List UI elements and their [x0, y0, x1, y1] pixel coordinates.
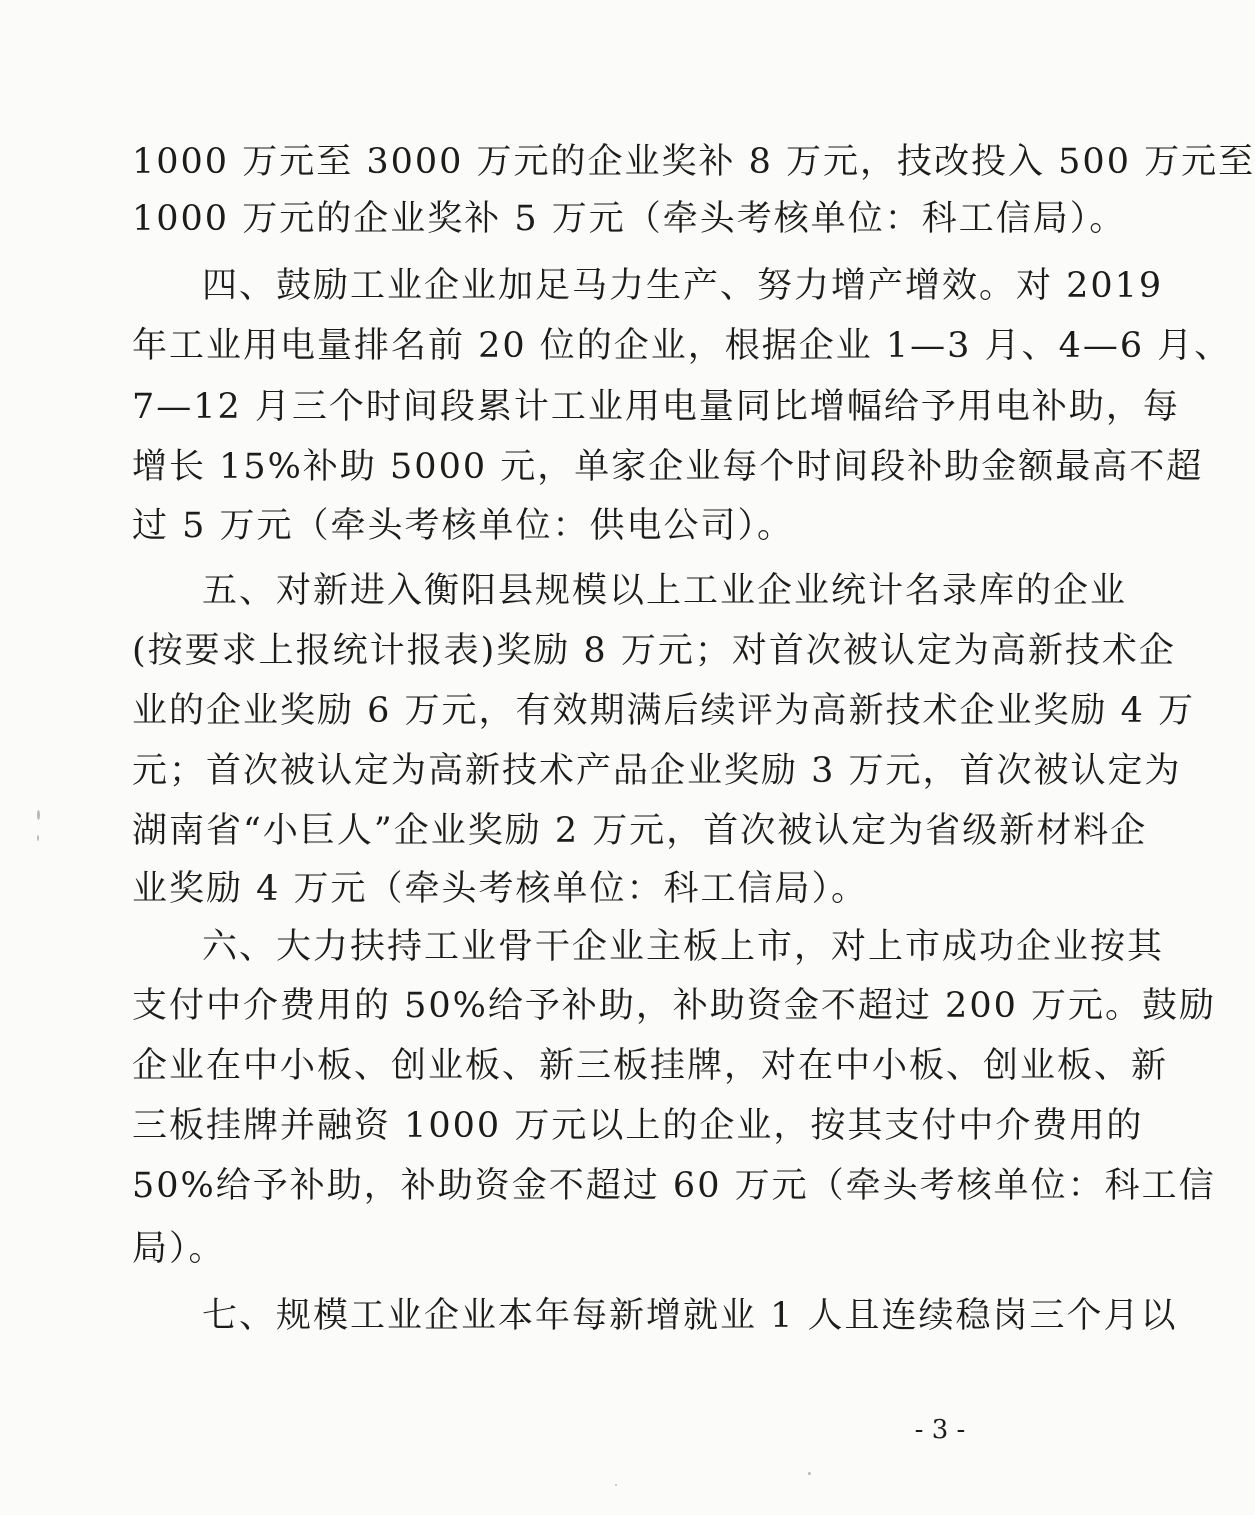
text-line: (按要求上报统计报表)奖励 8 万元；对首次被认定为高新技术企: [132, 631, 1176, 671]
text-line: 局）。: [132, 1229, 226, 1269]
text-line: 业的企业奖励 6 万元，有效期满后续评为高新技术企业奖励 4 万: [132, 691, 1196, 731]
text-line: 1000 万元的企业奖补 5 万元（牵头考核单位：科工信局）。: [132, 199, 1127, 239]
paragraph-heading-4: 四、鼓励工业企业加足马力生产、努力增产增效。对 2019: [202, 266, 1164, 306]
text-line: 增长 15%补助 5000 元，单家企业每个时间段补助金额最高不超: [132, 447, 1204, 487]
text-line: 支付中介费用的 50%给予补助，补助资金不超过 200 万元。鼓励: [132, 986, 1216, 1026]
text-line: 7—12 月三个时间段累计工业用电量同比增幅给予用电补助，每: [132, 387, 1180, 427]
text-line: 过 5 万元（牵头考核单位：供电公司）。: [132, 506, 795, 546]
text-line: 湖南省“小巨人”企业奖励 2 万元，首次被认定为省级新材料企: [132, 811, 1148, 851]
scan-speck: [37, 810, 40, 820]
scan-speck: [615, 1484, 617, 1486]
scan-speck: [37, 835, 39, 841]
paragraph-heading-6: 六、大力扶持工业骨干企业主板上市，对上市成功企业按其: [202, 927, 1165, 967]
text-line: 企业在中小板、创业板、新三板挂牌，对在中小板、创业板、新: [132, 1046, 1169, 1086]
text-line: 50%给予补助，补助资金不超过 60 万元（牵头考核单位：科工信: [132, 1166, 1216, 1206]
paragraph-heading-7: 七、规模工业企业本年每新增就业 1 人且连续稳岗三个月以: [202, 1296, 1178, 1336]
text-line: 年工业用电量排名前 20 位的企业，根据企业 1—3 月、4—6 月、: [132, 326, 1232, 366]
paragraph-heading-5: 五、对新进入衡阳县规模以上工业企业统计名录库的企业: [202, 571, 1128, 611]
text-line: 业奖励 4 万元（牵头考核单位：科工信局）。: [132, 869, 869, 909]
page-number: - 3 -: [914, 1415, 966, 1445]
text-line: 三板挂牌并融资 1000 万元以上的企业，按其支付中介费用的: [132, 1106, 1144, 1146]
text-line: 1000 万元至 3000 万元的企业奖补 8 万元，技改投入 500 万元至: [132, 142, 1255, 182]
scan-speck: [808, 1472, 811, 1475]
text-line: 元；首次被认定为高新技术产品企业奖励 3 万元，首次被认定为: [132, 751, 1182, 791]
